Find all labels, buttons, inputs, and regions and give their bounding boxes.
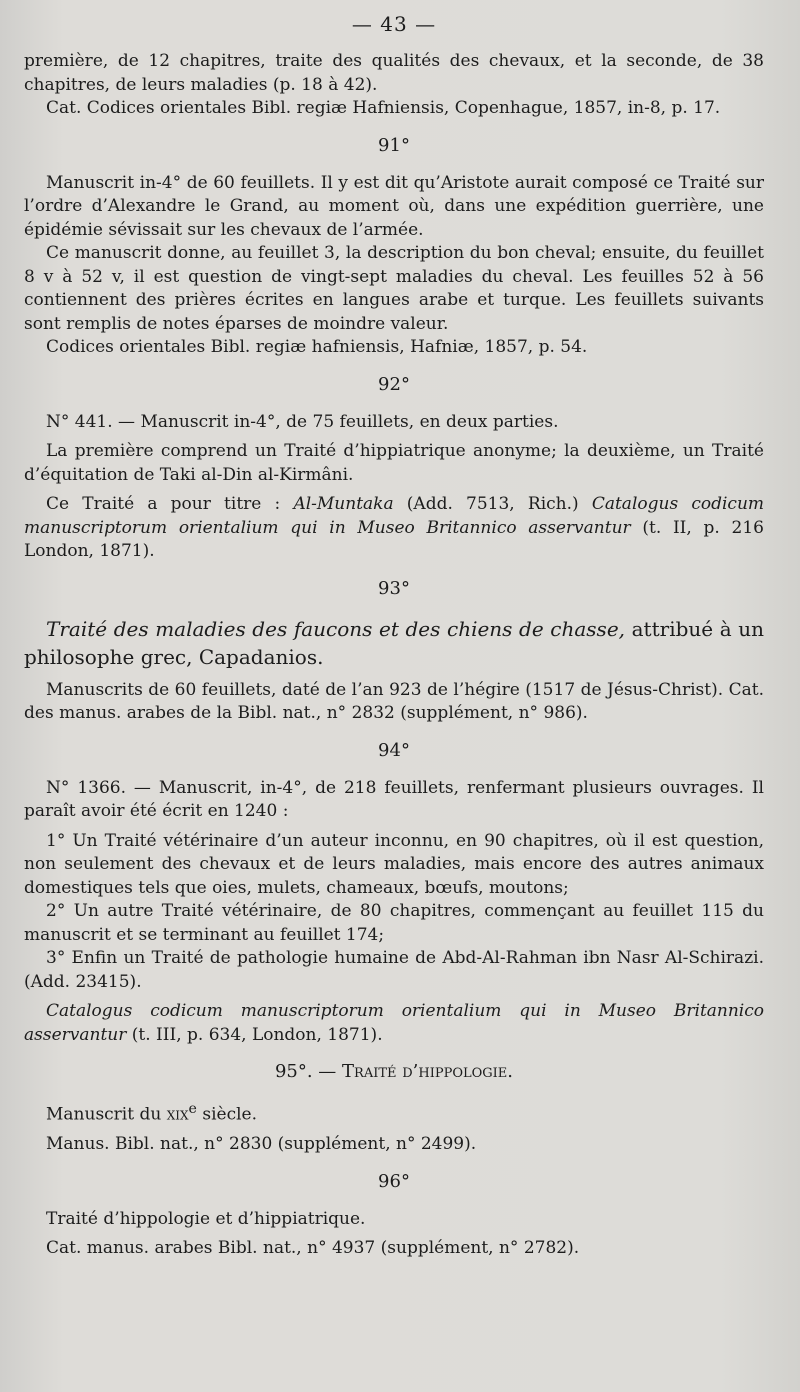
entry-92-paragraph-2: La première comprend un Traité d’hippiatrique anonyme; la deuxième, un Traité d’équitation de Taki al-Din al-Kirmâni. (24, 441, 764, 485)
page-number: — 43 — (351, 12, 437, 36)
entry-95-ms-suffix: siècle. (196, 1104, 257, 1125)
entry-92-catalog-title: Catalogus codicum manuscriptorum orientalium qui in Museo Britannico asservantur (24, 494, 765, 538)
entry-91-heading: 91° (378, 134, 410, 156)
entry-94-item-2: 2° Un autre Traité vétérinaire, de 80 chapitres, commençant au feuillet 115 du manuscrit et se terminant au feuillet 174; (24, 901, 764, 945)
entry-92-catalog-details: (t. II, p. 216 London, 1871). (24, 517, 764, 561)
entry-95-paragraph-2: Manus. Bibl. nat., n° 2830 (supplément, n° 2499). (46, 1134, 477, 1155)
entry-92-work-title: Al-Muntaka (293, 494, 394, 514)
entry-91-catalog-ref: Codices orientales Bibl. regiæ hafniensis, Hafniæ, 1857, p. 54. (46, 337, 588, 357)
entry-95-ms-prefix: Manuscrit du (46, 1104, 167, 1125)
entry-92-paragraph-1: N° 441. — Manuscrit in-4°, de 75 feuillets, en deux parties. (46, 411, 559, 432)
entry-94-item-1: 1° Un Traité vétérinaire d’un auteur inconnu, en 90 chapitres, où il est question, non seulement des chevaux et de leurs maladies, mais encore des autres animaux domestiques tels que oies, mulets, chameaux, bœufs, moutons; (24, 830, 764, 898)
entry-92-heading: 92° (378, 373, 410, 395)
entry-96-heading: 96° (378, 1170, 410, 1192)
entry-96-paragraph-2: Cat. manus. arabes Bibl. nat., n° 4937 (supplément, n° 2782). (46, 1238, 580, 1259)
intro-catalog-ref: Cat. Codices orientales Bibl. regiæ Hafniensis, Copenhague, 1857, in-8, p. 17. (46, 98, 721, 118)
entry-94-catalog-details: (t. III, p. 634, London, 1871). (126, 1024, 383, 1045)
entry-92-paragraph-3 (24, 493, 764, 564)
entry-93-paragraph-1: Manuscrits de 60 feuillets, daté de l’an 923 de l’hégire (1517 de Jésus-Christ). Cat. des manus. arabes de la Bibl. nat., n° 2832 (supplément, n° 986). (24, 679, 764, 723)
entry-93-title (24, 615, 764, 671)
entry-94-heading: 94° (378, 739, 410, 761)
entry-96-paragraph-1: Traité d’hippologie et d’hippiatrique. (46, 1208, 366, 1229)
entry-93-heading: 93° (378, 577, 410, 599)
entry-95-heading-title: Traité d’hippologie. (342, 1061, 514, 1082)
entry-95-paragraph-1 (24, 1098, 764, 1127)
entry-95-heading-number: 95°. — (274, 1061, 343, 1082)
entry-92-add-ref: (Add. 7513, Rich.) (393, 494, 592, 514)
entry-93-title-rest: attribué à un philosophe grec, Capadanios. (24, 616, 764, 669)
entry-93-title-italic: Traité des maladies des faucons et des chiens de chasse, (46, 616, 626, 641)
entry-94-item-3: 3° Enfin un Traité de pathologie humaine de Abd-Al-Rahman ibn Nasr Al-Schirazi. (Add. 23415). (24, 948, 764, 992)
entry-92-title-intro: Ce Traité a pour titre : (46, 494, 294, 514)
entry-95-heading (24, 1061, 764, 1082)
entry-91-paragraph-2: Ce manuscrit donne, au feuillet 3, la description du bon cheval; ensuite, du feuillet 8 v à 52 v, il est question de vingt-sept maladies du cheval. Les feuilles 52 à 56 contiennent des prières écrites en langues arabe et turque. Les feuillets suivants sont remplis de notes éparses de moindre valeur. (24, 243, 764, 334)
entry-94-catalog-title: Catalogus codicum manuscriptorum orientalium qui in Museo Britannico asservantur (24, 1001, 764, 1045)
entry-95-century: xix (166, 1104, 189, 1125)
entry-91-paragraph-1: Manuscrit in-4° de 60 feuillets. Il y est dit qu’Aristote aurait composé ce Traité sur l’ordre d’Alexandre le Grand, au moment où, dans une expédition guerrière, une épidémie sévissait sur les chevaux de l’armée. (24, 172, 764, 240)
entry-94-catalog-ref (24, 1000, 764, 1047)
intro-text: première, de 12 chapitres, traite des qualités des chevaux, et la seconde, de 38 chapitres, de leurs maladies (p. 18 à 42). (24, 51, 764, 95)
entry-94-paragraph-1: N° 1366. — Manuscrit, in-4°, de 218 feuillets, renfermant plusieurs ouvrages. Il paraît avoir été écrit en 1240 : (24, 777, 764, 821)
entry-95-century-suffix: e (188, 1101, 197, 1117)
